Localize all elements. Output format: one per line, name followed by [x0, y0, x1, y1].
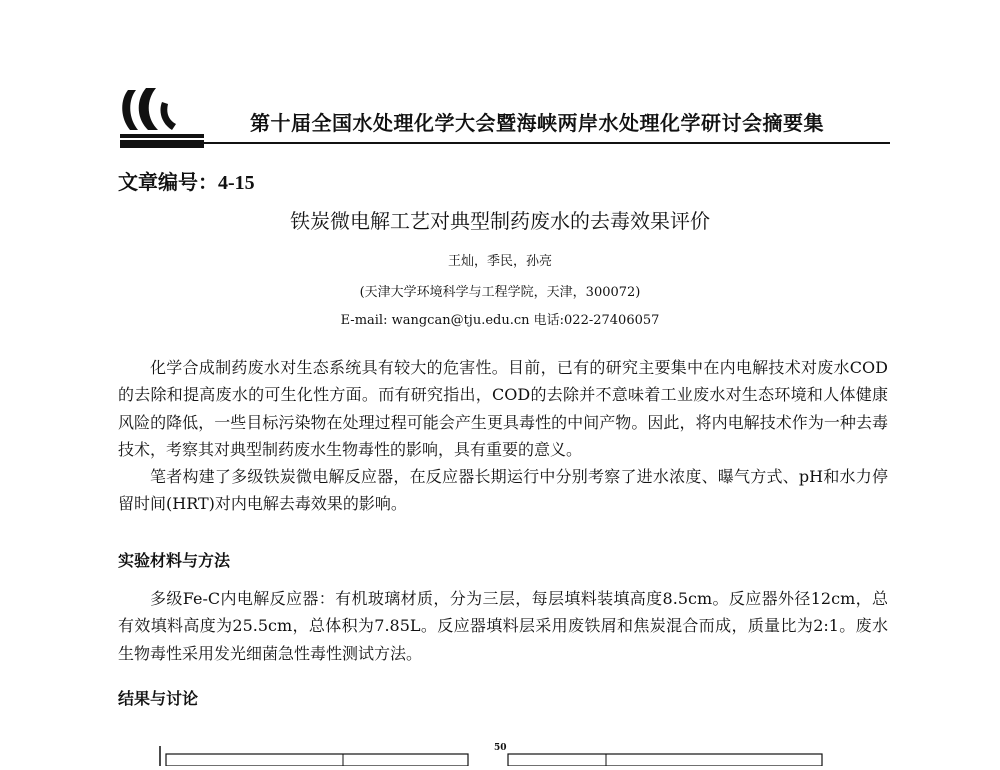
paper-title: 铁炭微电解工艺对典型制药废水的去毒效果评价 [290, 209, 710, 233]
section-heading-methods: 实验材料与方法 [118, 551, 231, 570]
article-number-label: 文章编号： [118, 172, 218, 194]
right-chart-partial [506, 746, 824, 766]
left-chart-partial [158, 746, 470, 766]
methods-paragraph: 多级Fe-C内电解反应器：有机玻璃材质，分为三层，每层填料装填高度8.5cm。反应器外径12cm，总有效填料高度为25.5cm，总体积为7.85L。反应器填料层采用废铁屑和焦炭混合而成，质量比为2:1。废水生物毒性采用发光细菌急性毒性测试方法。 [118, 589, 888, 663]
intro-paragraph: 化学合成制药废水对生态系统具有较大的危害性。目前，已有的研究主要集中在内电解技术对废水COD的去除和提高废水的可生化性方面。而有研究指出，COD的去除并不意味着工业废水对生态环境和人体健康风险的降低，一些目标污染物在处理过程可能会产生更具毒性的中间产物。因此，将内电解技术作为一种去毒技术，考察其对典型制药废水生物毒性的影响，具有重要的意义。 [118, 358, 888, 459]
intro-paragraph: 笔者构建了多级铁炭微电解反应器，在反应器长期运行中分别考察了进水浓度、曝气方式、pH和水力停留时间(HRT)对内电解去毒效果的影响。 [118, 467, 888, 514]
intro-section [118, 354, 888, 518]
contact-info: E-mail: wangcan@tju.edu.cn 电话:022-27406057 [340, 313, 660, 328]
authors: 王灿，季民，孙亮 [447, 254, 552, 269]
conference-logo-icon [118, 84, 204, 150]
section-heading-results: 结果与讨论 [118, 689, 199, 708]
header-divider [204, 142, 890, 144]
article-number [118, 166, 255, 195]
right-chart-top-tick: 50 [494, 743, 507, 753]
affiliation: (天津大学环境科学与工程学院，天津，300072) [359, 285, 641, 300]
methods-section [118, 585, 888, 667]
article-number-value: 4-15 [218, 172, 255, 194]
header-title: 第十届全国水处理化学大会暨海峡两岸水处理化学研讨会摘要集 [250, 111, 824, 135]
